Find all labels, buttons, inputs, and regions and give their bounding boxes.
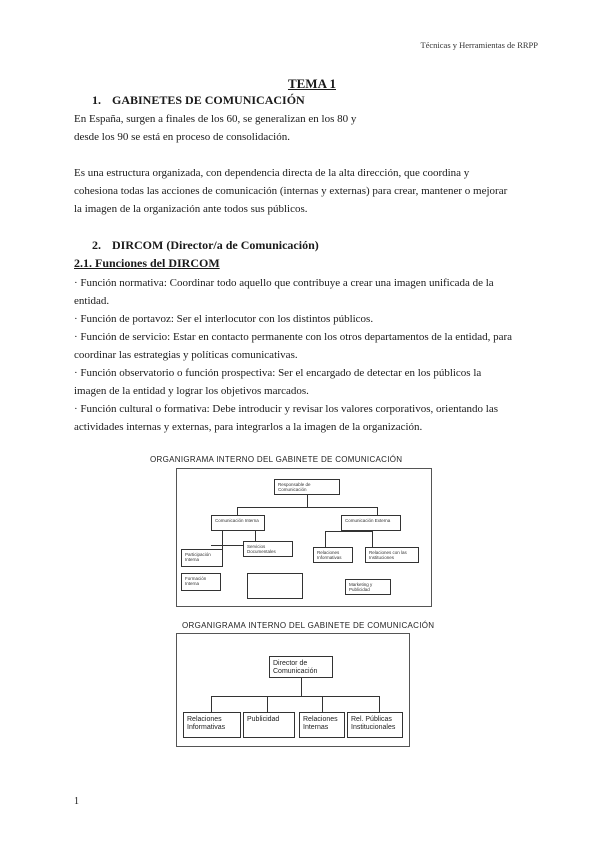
connector [211,696,379,697]
section-2-number: 2. [92,238,101,252]
connector [372,531,373,547]
text-line: cohesiona todas las acciones de comunicación (internas y externas) para crear, mantener o mejorar [74,185,508,197]
text-line: la imagen de la organización ante todos sus públicos. [74,203,308,215]
org-box-relaciones-instituciones: Relaciones con las Instituciones [365,547,419,563]
connector [237,507,238,515]
connector [325,531,372,532]
section-1-heading [92,93,305,108]
org-box-formacion-interna: Formación Interna [181,573,221,591]
text-line: actividades internas y externas, para integrarlos a la imagen de la organización. [74,421,423,433]
connector [211,696,212,712]
connector [379,696,380,712]
text-line: · Función de portavoz: Ser el interlocutor con los distintos públicos. [74,313,374,325]
functions-list [74,274,544,436]
org-box-relaciones-informativas: Relaciones Informativas [313,547,353,563]
section-1-title: GABINETES DE COMUNICACIÓN [112,93,305,107]
org-box-publicidad: Publicidad [243,712,295,738]
org-box-responsable: Responsable de Comunicación [274,479,340,495]
text-line: · Función normativa: Coordinar todo aquello que contribuye a crear una imagen unificada de la [74,277,494,289]
text-line: entidad. [74,295,110,307]
connector [222,531,223,549]
org-box-director: Director de Comunicación [269,656,333,678]
section-1-number: 1. [92,93,101,107]
org-box-servicios-documentales: Servicios Documentales [243,541,293,557]
connector [307,495,308,507]
running-header: Técnicas y Herramientas de RRPP [420,40,538,50]
connector [267,696,268,712]
org-box-marketing-publicidad: Marketing y Publicidad [345,579,391,595]
text-line: coordinar las estrategias y políticas comunicativas. [74,349,298,361]
connector [325,531,326,547]
text-line: En España, surgen a finales de los 60, se generalizan en los 80 y [74,113,357,125]
text-line: · Función de servicio: Estar en contacto permanente con los otros departamentos de la entidad, para [74,331,513,343]
connector [301,678,302,696]
text-line: · Función cultural o formativa: Debe introducir y revisar los valores corporativos, orientando las [74,403,498,415]
text-line: desde los 90 se está en proceso de consolidación. [74,131,290,143]
section-1-paragraph-1 [74,110,534,146]
page-number: 1 [74,796,79,807]
org-box-relaciones-informativas: Relaciones Informativas [183,712,241,738]
connector [377,507,378,515]
org-box-participacion-interna: Participación Interna [181,549,223,567]
org-box-relaciones-publicas: Rel. Públicas Institucionales [347,712,403,738]
subsection-heading: 2.1. Funciones del DIRCOM [74,256,220,270]
section-2-heading [92,238,319,253]
org-chart-2-title: ORGANIGRAMA INTERNO DEL GABINETE DE COMUNICACIÓN [182,621,435,630]
org-box-relaciones-internas: Relaciones Internas [299,712,345,738]
text-line: imagen de la entidad y lograr los objetivos marcados. [74,385,309,397]
org-box-comunicacion-externa: Comunicación Externa [341,515,401,531]
org-chart-2 [176,633,410,747]
connector [322,696,323,712]
section-2-title: DIRCOM (Director/a de Comunicación) [112,238,319,252]
connector [237,507,377,508]
page-title: TEMA 1 [287,76,337,91]
org-box-comunicacion-interna: Comunicación Interna [211,515,265,531]
text-line: Es una estructura organizada, con dependencia directa de la alta dirección, que coordina y [74,167,470,179]
text-line: · Función observatorio o función prospectiva: Ser el encargado de detectar en los públicos la [74,367,482,379]
org-box-empty [247,573,303,599]
org-chart-1-title: ORGANIGRAMA INTERNO DEL GABINETE DE COMUNICACIÓN [150,455,403,464]
org-chart-1 [176,468,432,607]
section-1-paragraph-2 [74,164,534,218]
